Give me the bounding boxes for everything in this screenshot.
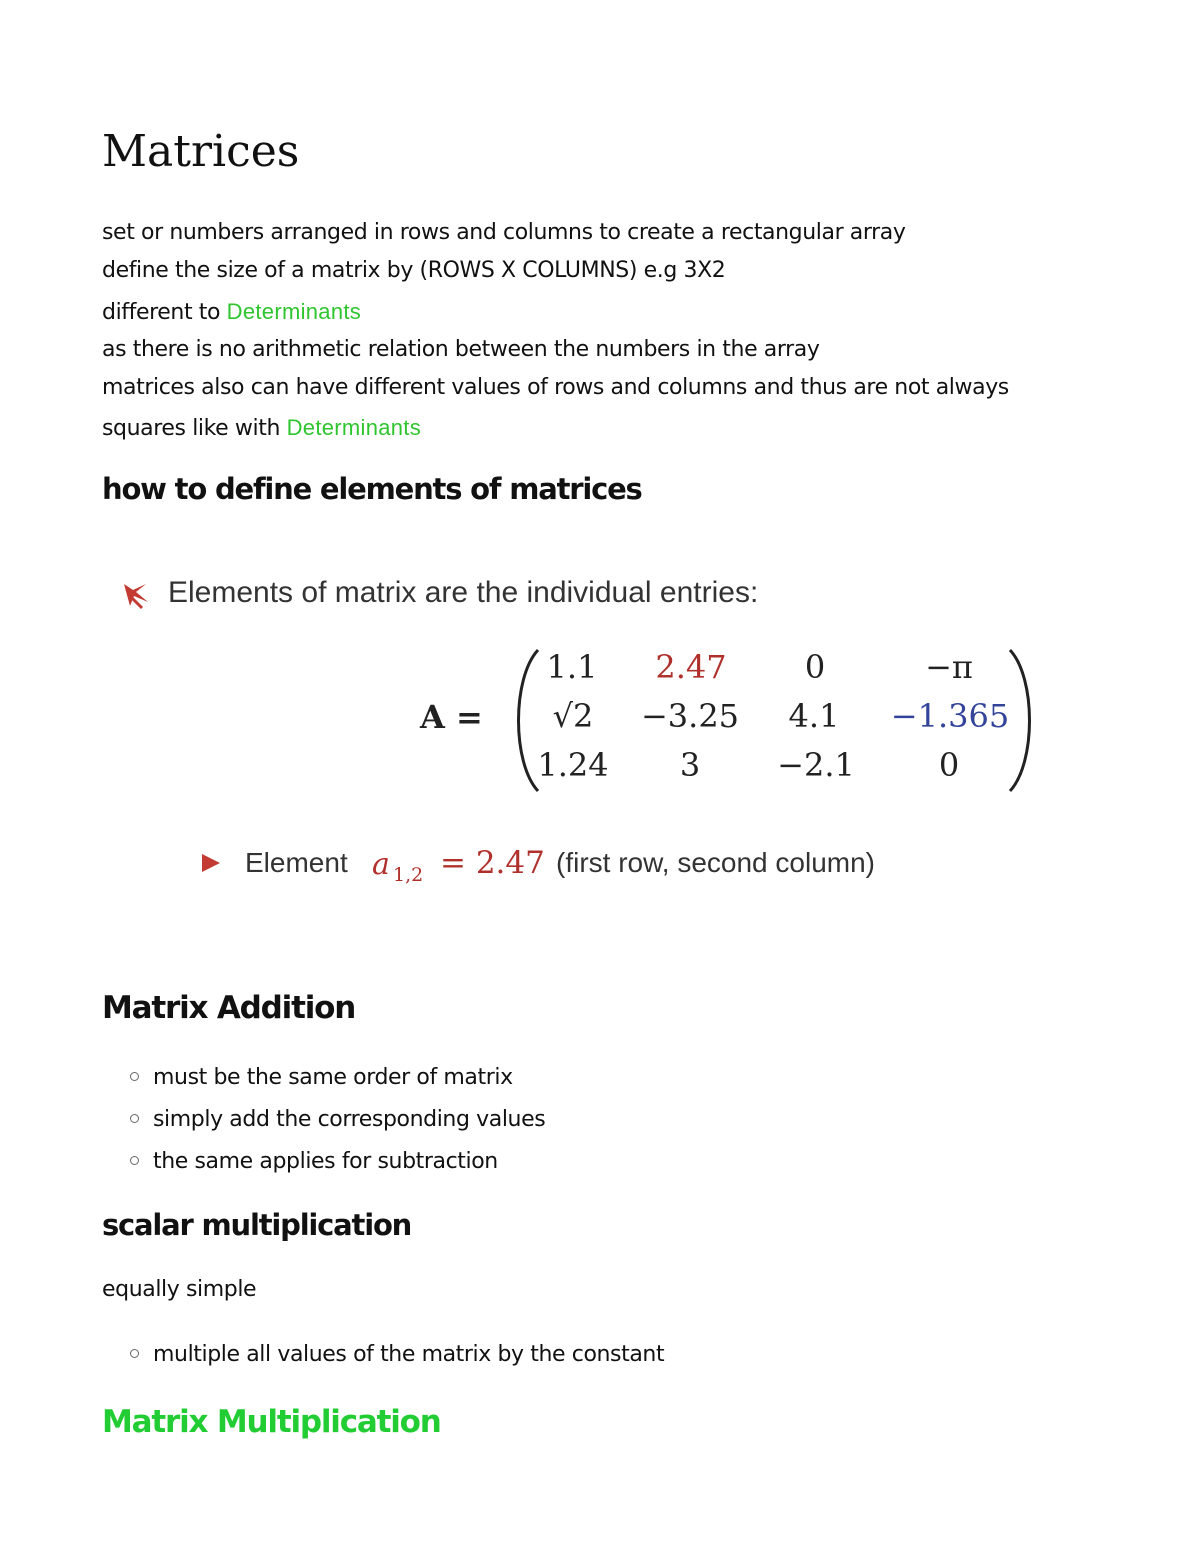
determinants-link[interactable]: Determinants	[226, 299, 362, 324]
matrix-cell: 0	[804, 648, 826, 686]
circle-bullet-icon	[130, 1072, 139, 1081]
circle-bullet-icon	[130, 1349, 139, 1358]
matrix-cell-highlight: −1.365	[890, 697, 1010, 735]
determinants-link[interactable]: Determinants	[286, 415, 422, 440]
element-note: (first row, second column)	[556, 847, 875, 878]
scalar-text: equally simple	[102, 1277, 257, 1302]
matrix-cell: 3	[679, 746, 701, 784]
list-item	[130, 1106, 545, 1134]
matrix-cell: −3.25	[640, 697, 740, 735]
section-heading-multiplication: Matrix Multiplication	[102, 1404, 441, 1440]
triangle-bullet-icon	[200, 852, 222, 874]
right-paren-icon	[1006, 648, 1040, 793]
matrix-cell: 1.24	[537, 746, 609, 784]
list-item-text: must be the same order of matrix	[153, 1065, 513, 1090]
matrix-label: A =	[420, 698, 483, 736]
section-heading-addition: Matrix Addition	[102, 990, 356, 1026]
intro-line-3-text: different to	[102, 300, 227, 325]
matrix-cell: −2.1	[777, 746, 855, 784]
list-item	[130, 1148, 498, 1176]
intro-line-1: set or numbers arranged in rows and columns to create a rectangular array	[102, 220, 906, 245]
list-item-text: simply add the corresponding values	[153, 1107, 546, 1132]
matrix-cell: √2	[552, 697, 594, 735]
element-subscript: 1,2	[393, 864, 424, 886]
element-value: = 2.47	[440, 845, 545, 881]
element-word: Element	[245, 847, 348, 878]
element-symbol: a	[372, 847, 390, 882]
circle-bullet-icon	[130, 1114, 139, 1123]
matrix-cell: 0	[938, 746, 960, 784]
slide-image	[110, 560, 1070, 900]
section-heading-scalar: scalar multiplication	[102, 1208, 412, 1242]
matrix-cell: 4.1	[788, 697, 840, 735]
list-item-text: the same applies for subtraction	[153, 1149, 498, 1174]
page-title: Matrices	[102, 126, 300, 177]
section-heading-elements: how to define elements of matrices	[102, 472, 642, 506]
intro-line-6	[102, 414, 421, 443]
list-item-text: multiple all values of the matrix by the constant	[153, 1342, 665, 1367]
slide-bullet-icon	[120, 580, 152, 610]
circle-bullet-icon	[130, 1156, 139, 1165]
matrix-cell: 1.1	[546, 648, 598, 686]
intro-line-2: define the size of a matrix by (ROWS X COLUMNS) e.g 3X2	[102, 258, 726, 283]
matrix-cell: −π	[925, 648, 973, 686]
matrix-cell-highlight: 2.47	[655, 648, 727, 686]
slide-intro-text: Elements of matrix are the individual entries:	[168, 576, 759, 609]
list-item	[130, 1064, 513, 1092]
intro-line-3	[102, 298, 361, 327]
list-item	[130, 1341, 664, 1369]
intro-line-6-text: squares like with	[102, 416, 287, 441]
intro-line-4: as there is no arithmetic relation between the numbers in the array	[102, 337, 820, 362]
intro-line-5: matrices also can have different values of rows and columns and thus are not always	[102, 375, 1009, 400]
